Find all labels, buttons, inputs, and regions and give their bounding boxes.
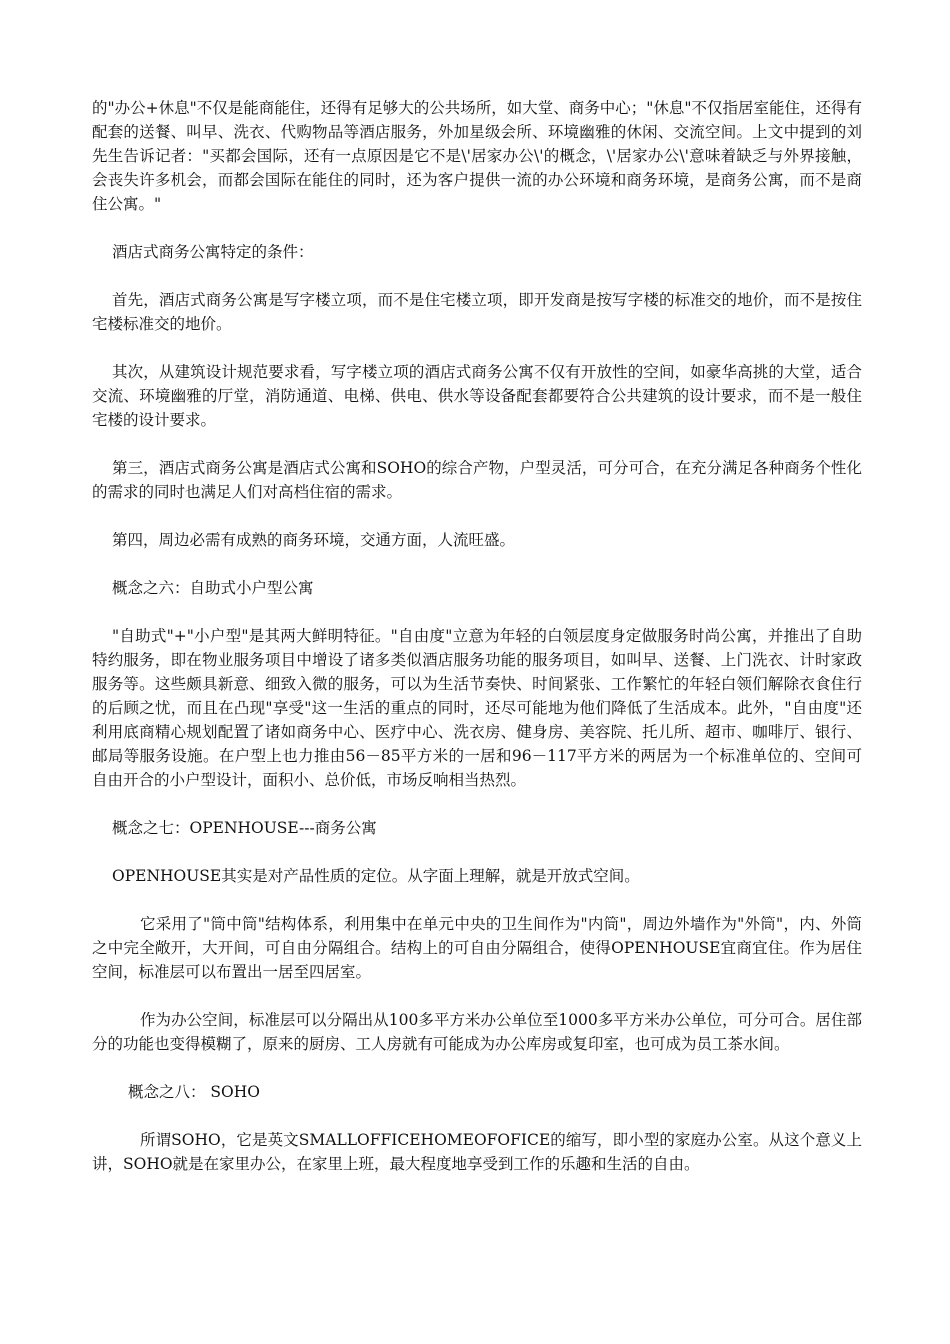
paragraph-openhouse-office: 作为办公空间，标准层可以分隔出从100多平方米办公单位至1000多平方米办公单位，可分可合。居住部分的功能也变得模糊了，原来的厨房、工人房就有可能成为办公库房或复印室，也可成为员工茶水间。 bbox=[92, 1011, 862, 1053]
paragraph-first-condition: 首先，酒店式商务公寓是写字楼立项，而不是住宅楼立项，即开发商是按写字楼的标准交的地价，而不是按住宅楼标准交的地价。 bbox=[92, 291, 862, 333]
paragraph-concept-six-body: "自助式"+"小户型"是其两大鲜明特征。"自由度"立意为年轻的白领层度身定做服务时尚公寓，并推出了自助特约服务，即在物业服务项目中增设了诸多类似酒店服务功能的服务项目，如叫早、送餐、上门洗衣、计时家政服务等。这些颇具新意、细致入微的服务，可以为生活节奏快、时间紧张、工作繁忙的年轻白领们解除衣食住行的后顾之忧，而且在凸现"享受"这一生活的重点的同时，还尽可能地为他们降低了生活成本。此外，"自由度"还利用底商精心规划配置了诸如商务中心、医疗中心、洗衣房、健身房、美容院、托儿所、超市、咖啡厅、银行、邮局等服务设施。在户型上也力推由56－85平方米的一居和96－117平方米的两居为一个标准单位的、空间可自由开合的小户型设计，面积小、总价低，市场反响相当热烈。 bbox=[92, 627, 862, 789]
paragraph-second-condition: 其次，从建筑设计规范要求看，写字楼立项的酒店式商务公寓不仅有开放性的空间，如豪华高挑的大堂，适合交流、环境幽雅的厅堂，消防通道、电梯、供电、供水等设备配套都要符合公共建筑的设计要求，而不是一般住宅楼的设计要求。 bbox=[92, 363, 862, 429]
paragraph-intro-continuation: 的"办公+休息"不仅是能商能住，还得有足够大的公共场所，如大堂、商务中心；"休息"不仅指居室能住，还得有配套的送餐、叫早、洗衣、代购物品等酒店服务，外加星级会所、环境幽雅的休闲、交流空间。上文中提到的刘先生告诉记者："买都会国际，还有一点原因是它不是\'居家办公\'的概念，\'居家办公\'意味着缺乏与外界接触，会丧失许多机会，而都会国际在能住的同时，还为客户提供一流的办公环境和商务环境，是商务公寓，而不是商住公寓。" bbox=[92, 99, 863, 213]
paragraph-fourth-condition: 第四，周边必需有成熟的商务环境，交通方面，人流旺盛。 bbox=[112, 531, 516, 549]
paragraph-openhouse-definition: OPENHOUSE其实是对产品性质的定位。从字面上理解，就是开放式空间。 bbox=[112, 867, 640, 885]
document-page bbox=[92, 96, 862, 1200]
heading-concept-six: 概念之六：自助式小户型公寓 bbox=[112, 579, 314, 597]
section-heading-conditions: 酒店式商务公寓特定的条件： bbox=[112, 243, 314, 261]
paragraph-third-condition: 第三，酒店式商务公寓是酒店式公寓和SOHO的综合产物，户型灵活，可分可合，在充分满足各种商务个性化的需求的同时也满足人们对高档住宿的需求。 bbox=[92, 459, 862, 501]
paragraph-soho-definition: 所谓SOHO，它是英文SMALLOFFICEHOMEOFOFICE的缩写，即小型的家庭办公室。从这个意义上讲，SOHO就是在家里办公，在家里上班，最大程度地享受到工作的乐趣和生活的自由。 bbox=[92, 1131, 862, 1173]
heading-concept-seven: 概念之七：OPENHOUSE---商务公寓 bbox=[112, 819, 377, 837]
heading-concept-eight: 概念之八： SOHO bbox=[128, 1083, 260, 1101]
paragraph-openhouse-structure: 它采用了"筒中筒"结构体系，利用集中在单元中央的卫生间作为"内筒"，周边外墙作为"外筒"，内、外筒之中完全敞开，大开间，可自由分隔组合。结构上的可自由分隔组合，使得OPENHOUSE宜商宜住。作为居住空间，标准层可以布置出一居至四居室。 bbox=[92, 915, 862, 981]
